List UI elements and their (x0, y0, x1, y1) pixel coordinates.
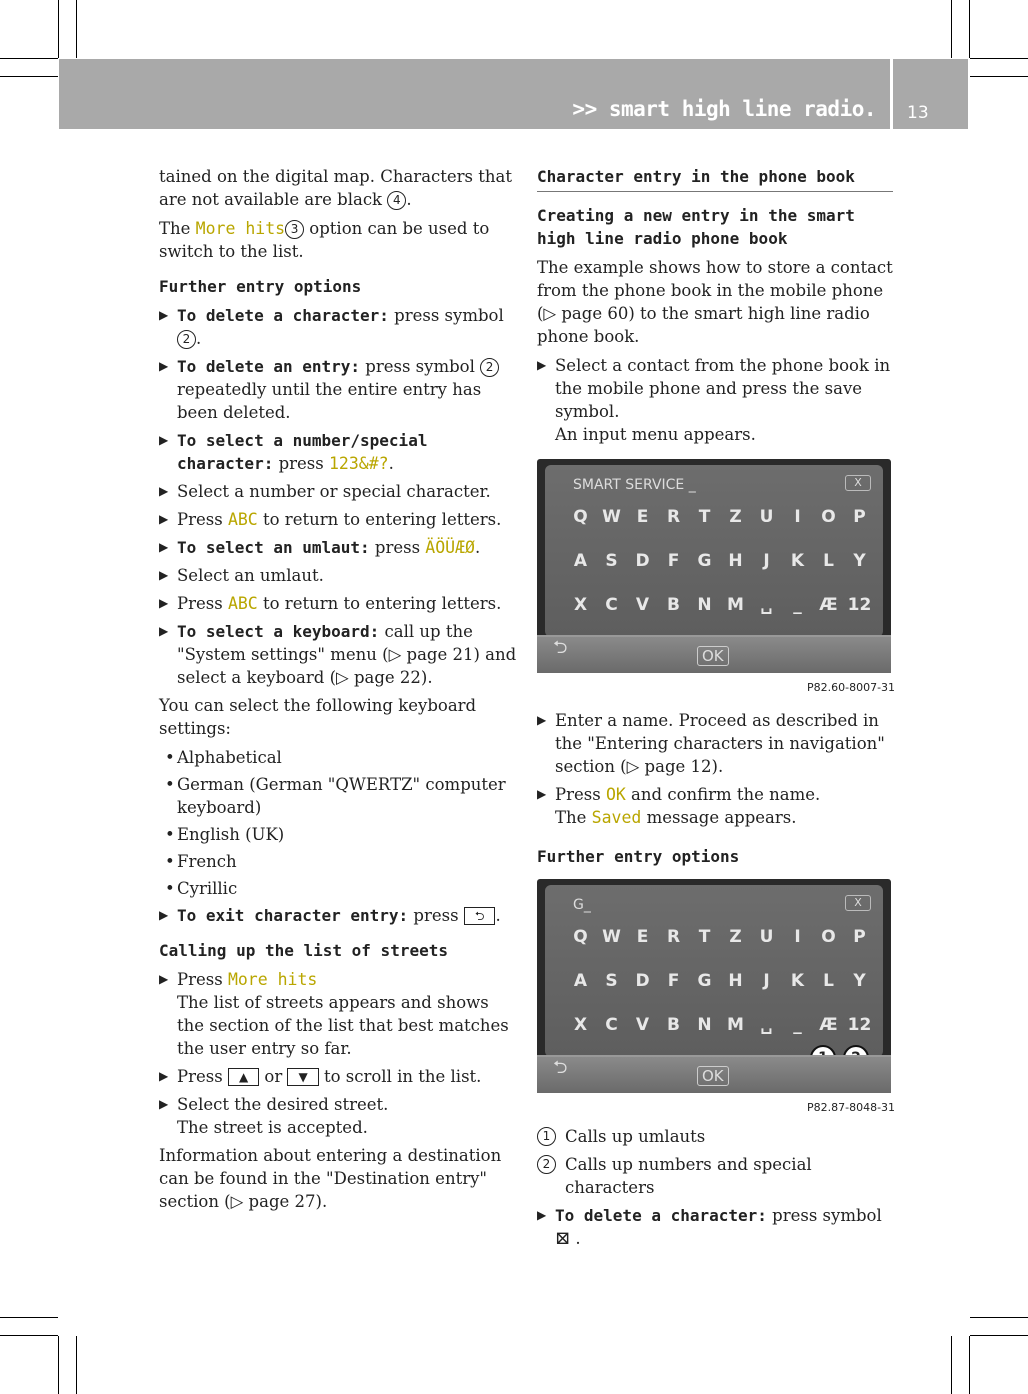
section-heading: Further entry options (537, 847, 740, 866)
display-text: ABC (227, 510, 258, 529)
display-text: OK (605, 785, 626, 804)
key: I (794, 507, 801, 527)
instruction-step: ▶ Enter a name. Proceed as described in the "Entering characters in navigation" section (▷ page 12). (537, 709, 893, 778)
paragraph: tained on the digital map. Characters that are not available are black 4 . (159, 167, 512, 209)
entry-field: SMART SERVICE _ (573, 477, 696, 493)
crop-mark (951, 1336, 952, 1394)
display-text: More hits (195, 219, 286, 238)
key: W (602, 507, 621, 527)
number-symbol: 2 (177, 330, 196, 349)
page-number: 13 (907, 103, 929, 123)
key-row (565, 595, 875, 615)
key: _ (793, 1015, 802, 1035)
image-caption: P82.60-8007-31 (807, 681, 896, 694)
number-symbol: 3 (285, 220, 304, 239)
key: L (823, 971, 834, 991)
key: C (605, 595, 618, 615)
key: V (635, 595, 650, 615)
key: ␣ (760, 595, 773, 615)
clear-icon: X (845, 475, 871, 491)
subsection-heading: Creating a new entry in the smart high line radio phone book (537, 206, 855, 248)
right-column-continued (537, 709, 893, 874)
key: P (853, 927, 866, 947)
key: D (635, 971, 650, 991)
delete-icon: ⊠ (555, 1228, 571, 1249)
key: V (635, 1015, 650, 1035)
down-arrow-icon: ▼ (287, 1068, 318, 1086)
key: Q (573, 927, 588, 947)
key: _ (793, 595, 802, 615)
image-caption: P82.87-8048-31 (807, 1101, 896, 1114)
instruction-step: ▶ Press More hits The list of streets appears and shows the section of the list that best matches the user entry so far. (159, 968, 517, 1060)
display-text: Saved (591, 808, 642, 827)
legend-section (537, 1125, 893, 1255)
key: Z (729, 927, 742, 947)
display-text: ÄÖÜÆØ (425, 538, 475, 557)
key: Q (573, 507, 588, 527)
number-symbol: 4 (387, 191, 406, 210)
key: B (667, 1015, 680, 1035)
key: L (823, 551, 834, 571)
key: X (573, 595, 588, 615)
key: S (605, 971, 618, 991)
instruction-step: ▶ Press ABC to return to entering letters. (159, 508, 517, 531)
key-row (565, 1015, 875, 1035)
crop-mark (58, 1336, 59, 1394)
crop-mark (76, 1336, 77, 1394)
key: F (667, 551, 680, 571)
legend-item: 2 Calls up numbers and special characters (537, 1153, 893, 1199)
key: S (605, 551, 618, 571)
right-column (537, 165, 893, 451)
section-heading: Calling up the list of streets (159, 941, 448, 960)
display-text: ABC (227, 594, 258, 613)
crop-mark (969, 1336, 970, 1394)
number-symbol: 1 (537, 1127, 556, 1146)
key: R (666, 507, 681, 527)
key: G (697, 551, 712, 571)
crop-mark (969, 0, 970, 58)
instruction-step: ▶ To select a number/special character: press 123&#?. (159, 429, 517, 475)
display-text: 123&#? (328, 454, 389, 473)
bottom-bar (537, 635, 891, 673)
instruction-step: ▶ Select the desired street. The street is accepted. (159, 1093, 517, 1139)
number-symbol: 2 (480, 358, 499, 377)
number-symbol: 2 (537, 1155, 556, 1174)
ok-button: OK (697, 646, 729, 666)
key: E (636, 507, 649, 527)
crop-mark (970, 58, 1028, 59)
ok-button: OK (697, 1066, 729, 1086)
crop-mark (0, 1335, 58, 1336)
paragraph: The example shows how to store a contact from the phone book in the mobile phone (▷ page 60) to the smart high line radio phone book. (537, 258, 893, 346)
keyboard-panel (545, 465, 883, 637)
crop-mark (970, 76, 1028, 77)
page-header (59, 59, 968, 129)
key: N (697, 1015, 712, 1035)
crop-mark (0, 1317, 58, 1318)
paragraph: Information about entering a destination can be found in the "Destination entry" section (▷ page 27). (159, 1146, 502, 1211)
key-row (565, 507, 875, 527)
instruction-step: ▶ To delete a character: press symbol ⊠ . (537, 1204, 893, 1250)
keyboard-screenshot (537, 459, 891, 673)
key: W (602, 927, 621, 947)
header-title: >> smart high line radio. (572, 97, 876, 121)
key: T (698, 927, 711, 947)
legend-item: 1 Calls up umlauts (537, 1125, 893, 1148)
section-heading: Character entry in the phone book (537, 165, 893, 192)
key: 12 (847, 1015, 872, 1035)
list-item: • German (German "QWERTZ" computer keyboard) (159, 773, 517, 819)
key: M (727, 1015, 744, 1035)
key: Z (729, 507, 742, 527)
key: O (821, 507, 836, 527)
left-column (159, 165, 517, 1219)
back-icon: ⮌ (464, 907, 496, 925)
key: G (697, 971, 712, 991)
key: K (790, 971, 805, 991)
list-item: • English (UK) (159, 823, 517, 846)
section-heading: Further entry options (159, 277, 362, 296)
entry-field: G_ (573, 897, 591, 913)
key: E (636, 927, 649, 947)
clear-icon: X (845, 895, 871, 911)
list-item: • French (159, 850, 517, 873)
key: O (821, 927, 836, 947)
keyboard-panel (545, 885, 883, 1057)
instruction-step: ▶ Press OK and confirm the name. The Saved message appears. (537, 783, 893, 829)
crop-mark (0, 76, 58, 77)
instruction-step: ▶ To exit character entry: press ⮌ . (159, 904, 517, 927)
key: Æ (819, 595, 838, 615)
instruction-step: ▶ Select an umlaut. (159, 564, 517, 587)
crop-mark (76, 0, 77, 58)
up-arrow-icon: ▲ (228, 1068, 259, 1086)
paragraph: The More hits 3 option can be used to switch to the list. (159, 219, 490, 261)
key: N (697, 595, 712, 615)
key: F (667, 971, 680, 991)
instruction-step: ▶ To delete an entry: press symbol 2 repeatedly until the entire entry has been deleted. (159, 355, 517, 424)
crop-mark (0, 58, 58, 59)
crop-mark (970, 1317, 1028, 1318)
display-text: More hits (227, 970, 318, 989)
key: C (605, 1015, 618, 1035)
key: K (790, 551, 805, 571)
key: M (727, 595, 744, 615)
key: H (728, 551, 743, 571)
instruction-step: ▶ To select an umlaut: press ÄÖÜÆØ. (159, 536, 517, 559)
key: ␣ (760, 1015, 773, 1035)
key: B (667, 595, 680, 615)
paragraph: You can select the following keyboard settings: (159, 696, 477, 738)
key: J (763, 971, 770, 991)
header-divider (890, 59, 893, 129)
key-row (565, 927, 875, 947)
key: 12 (847, 595, 872, 615)
list-item: • Cyrillic (159, 877, 517, 900)
keyboard-screenshot (537, 879, 891, 1093)
instruction-step: ▶ To select a keyboard: call up the "System settings" menu (▷ page 21) and select a keyboard (▷ page 22). (159, 620, 517, 689)
instruction-step: ▶ Select a contact from the phone book in the mobile phone and press the save symbol. An input menu appears. (537, 354, 893, 446)
key: A (573, 971, 588, 991)
key: H (728, 971, 743, 991)
crop-mark (970, 1335, 1028, 1336)
key: J (763, 551, 770, 571)
key: I (794, 927, 801, 947)
instruction-step: ▶ Select a number or special character. (159, 480, 517, 503)
key-row (565, 551, 875, 571)
key: R (666, 927, 681, 947)
key: P (853, 507, 866, 527)
crop-mark (58, 0, 59, 58)
crop-mark (951, 0, 952, 58)
key: T (698, 507, 711, 527)
instruction-step: ▶ Press ▲ or ▼ to scroll in the list. (159, 1065, 517, 1088)
key: Y (853, 551, 866, 571)
key: Æ (819, 1015, 838, 1035)
back-icon: ⮌ (553, 1057, 568, 1078)
key: X (573, 1015, 588, 1035)
instruction-step: ▶ To delete a character: press symbol 2 . (159, 304, 517, 350)
key: U (759, 507, 774, 527)
key: A (573, 551, 588, 571)
key: Y (853, 971, 866, 991)
instruction-step: ▶ Press ABC to return to entering letters. (159, 592, 517, 615)
key: U (759, 927, 774, 947)
list-item: • Alphabetical (159, 746, 517, 769)
back-icon: ⮌ (553, 637, 568, 658)
key-row (565, 971, 875, 991)
bottom-bar (537, 1055, 891, 1093)
key: D (635, 551, 650, 571)
